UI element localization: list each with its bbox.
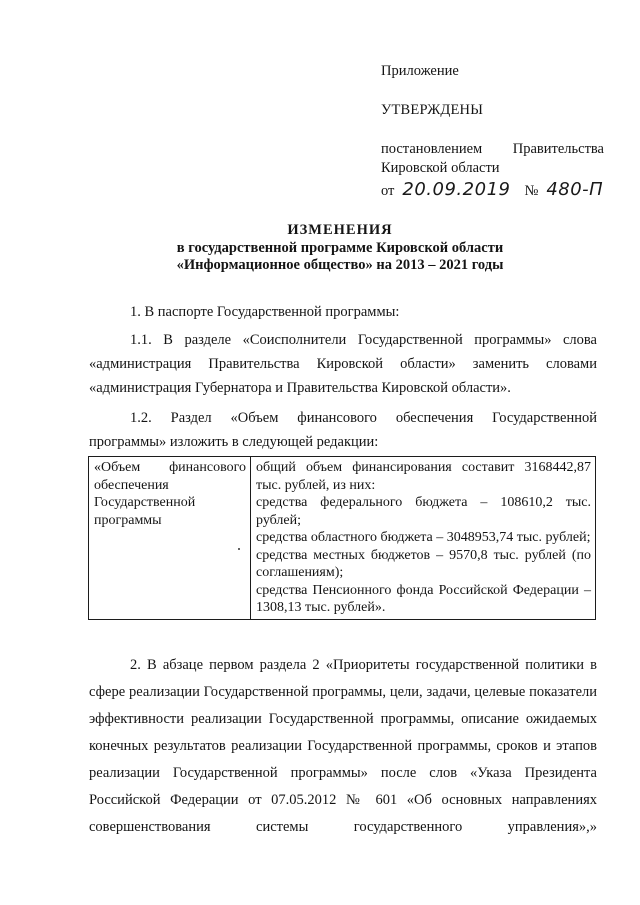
funding-line-pension: средства Пенсионного фонда Российской Федерации – 1308,13 тыс. рублей». [256,582,591,615]
date-prefix: от [381,183,395,199]
table-row [89,457,596,620]
document-title [140,222,540,274]
paragraph-1: 1. В паспорте Государственной программы: [130,304,400,320]
paragraph-2: 2. В абзаце первом раздела 2 «Приоритеты государственной политики в сфере реализации Государственной программы, цели, задачи, целевые показатели эффективности реализации Государственной программы, описание ожидаемых конечных результатов реализации Государственной программы, сроков и этапов реализации Государственной программы» после слов «Указа Президента Российской Федерации от 07.05.2012 № 601 «Об основных направлениях совершенствования системы государственного управления»,» [89,657,597,835]
handwritten-date: 20.09.2019 [402,179,511,200]
table-cell-values [251,457,596,620]
number-sign: № [524,183,539,199]
paragraph-1-1: 1.1. В разделе «Соисполнители Государственной программы» слова «администрация Правительства Кировской области» заменить словами «администрация Губернатора и Правительства Кировской области». [89,332,597,396]
funding-line-federal: средства федерального бюджета – 108610,2 тыс. рублей; [256,495,591,528]
table-cell-label: «Объем финансового обеспечения Государственной программы [89,457,251,620]
paragraph-1-2: 1.2. Раздел «Объем финансового обеспечения Государственной программы» изложить в следующей редакции: [89,410,597,450]
scan-dot [238,548,240,550]
funding-line-local: средства местных бюджетов – 9570,8 тыс. рублей (по соглашениям); [256,547,591,580]
section-1-1 [89,328,597,400]
decree-org: Правительства [512,141,604,157]
title-line-3: «Информационное общество» на 2013 – 2021 годы [176,257,504,273]
title-line-2: в государственной программе Кировской области [176,240,504,256]
decree-line [381,140,604,159]
section-1 [89,300,597,324]
section-1-2 [89,406,597,454]
approval-header [381,62,606,201]
funding-line-total: общий объем финансирования составит 3168442,87 тыс. рублей, из них: [256,460,591,493]
funding-table [88,456,596,620]
decree-word: постановлением [381,141,483,157]
appendix-label: Приложение [381,63,459,79]
section-2 [89,652,597,841]
handwritten-number: 480-П [546,179,604,200]
date-number-line [381,180,606,201]
region-line: Кировской области [381,160,500,176]
approved-label: УТВЕРЖДЕНЫ [381,102,484,118]
funding-line-regional: средства областного бюджета – 3048953,74 тыс. рублей; [256,530,591,545]
title-main: ИЗМЕНЕНИЯ [287,222,393,238]
